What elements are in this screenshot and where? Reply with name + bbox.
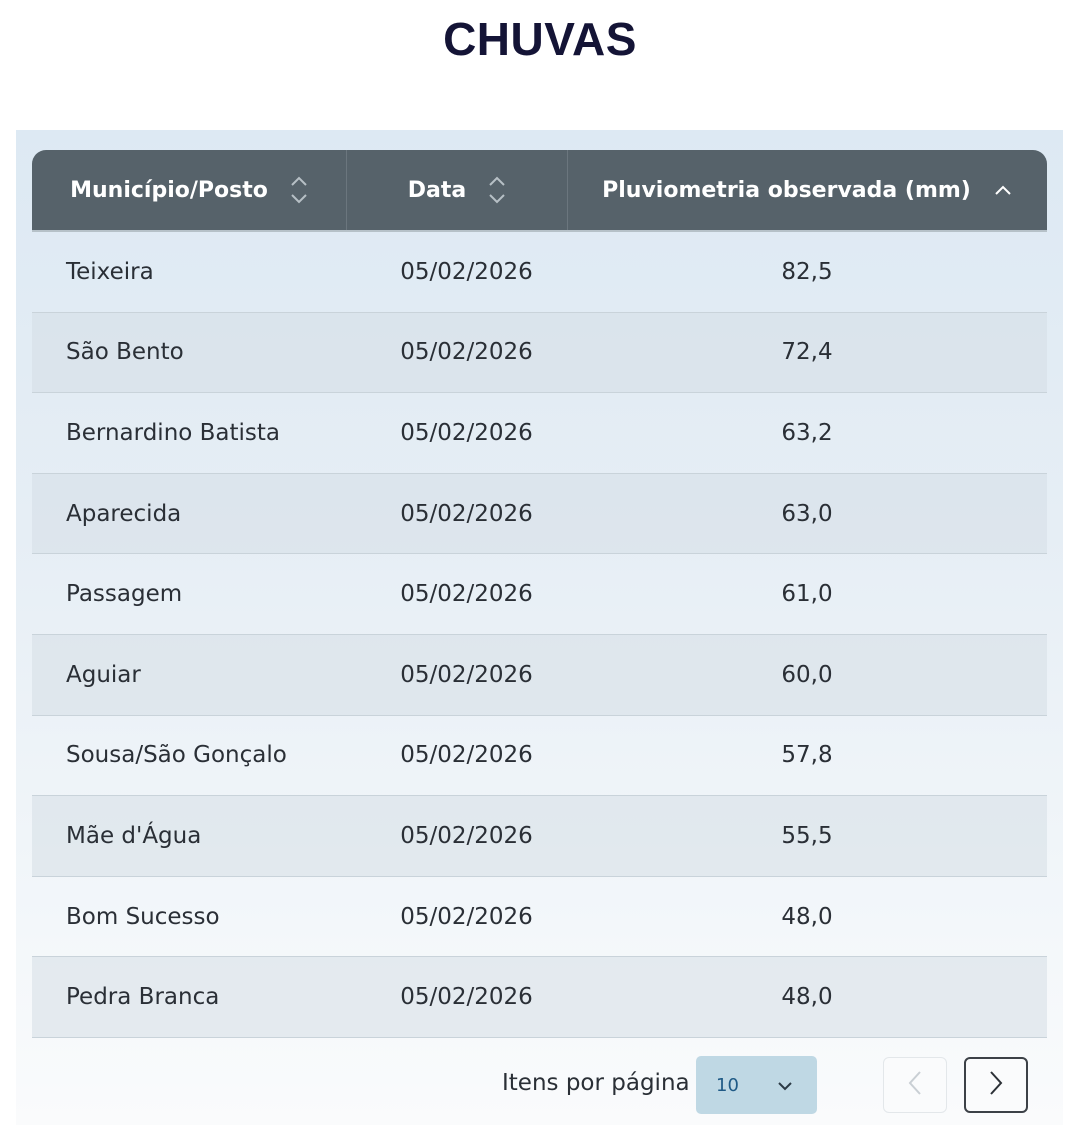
table-header bbox=[32, 150, 1047, 232]
column-header-label: Data bbox=[407, 177, 467, 203]
column-header-pluviometria[interactable] bbox=[567, 150, 1047, 230]
table-row bbox=[32, 232, 1047, 313]
cell-data: 05/02/2026 bbox=[400, 258, 533, 285]
next-page-button[interactable] bbox=[964, 1057, 1028, 1113]
items-per-page-select[interactable] bbox=[696, 1056, 817, 1114]
cell-pluviometria: 55,5 bbox=[781, 822, 833, 849]
cell-data: 05/02/2026 bbox=[400, 500, 533, 527]
table-row bbox=[32, 554, 1047, 635]
cell-pluviometria: 57,8 bbox=[781, 742, 833, 769]
cell-pluviometria: 72,4 bbox=[781, 339, 833, 366]
cell-municipio: Sousa/São Gonçalo bbox=[66, 742, 287, 769]
chevron-right-icon bbox=[988, 1070, 1004, 1100]
cell-data: 05/02/2026 bbox=[400, 661, 533, 688]
cell-municipio: Aguiar bbox=[66, 661, 141, 688]
sort-unsorted-icon[interactable] bbox=[488, 176, 506, 204]
cell-pluviometria: 61,0 bbox=[781, 581, 833, 608]
cell-municipio: Bernardino Batista bbox=[66, 419, 281, 446]
pagination-bar bbox=[16, 1056, 1063, 1116]
sort-unsorted-icon[interactable] bbox=[290, 176, 308, 204]
cell-data: 05/02/2026 bbox=[400, 742, 533, 769]
cell-municipio: Mãe d'Água bbox=[66, 822, 202, 849]
chevron-left-icon bbox=[907, 1070, 923, 1100]
table-row bbox=[32, 474, 1047, 555]
cell-pluviometria: 63,2 bbox=[781, 419, 833, 446]
cell-data: 05/02/2026 bbox=[400, 339, 533, 366]
column-header-label: Município/Posto bbox=[70, 177, 268, 203]
cell-pluviometria: 48,0 bbox=[781, 984, 833, 1011]
cell-data: 05/02/2026 bbox=[400, 984, 533, 1011]
cell-pluviometria: 63,0 bbox=[781, 500, 833, 527]
column-header-label: Pluviometria observada (mm) bbox=[602, 177, 971, 203]
page-title: CHUVAS bbox=[443, 13, 637, 65]
rainfall-table bbox=[32, 150, 1047, 1038]
cell-municipio: Pedra Branca bbox=[66, 984, 220, 1011]
cell-pluviometria: 60,0 bbox=[781, 661, 833, 688]
cell-data: 05/02/2026 bbox=[400, 419, 533, 446]
table-row bbox=[32, 877, 1047, 958]
cell-municipio: Bom Sucesso bbox=[66, 903, 220, 930]
table-row bbox=[32, 635, 1047, 716]
column-header-data[interactable] bbox=[346, 150, 567, 230]
column-header-municipio[interactable] bbox=[32, 150, 346, 230]
rainfall-panel bbox=[16, 130, 1063, 1125]
table-row bbox=[32, 957, 1047, 1038]
table-row bbox=[32, 796, 1047, 877]
table-row bbox=[32, 313, 1047, 394]
cell-data: 05/02/2026 bbox=[400, 581, 533, 608]
cell-data: 05/02/2026 bbox=[400, 903, 533, 930]
cell-municipio: Aparecida bbox=[66, 500, 182, 527]
items-per-page-label: Itens por página bbox=[502, 1070, 690, 1096]
items-per-page-value: 10 bbox=[716, 1074, 739, 1096]
cell-pluviometria: 48,0 bbox=[781, 903, 833, 930]
table-row bbox=[32, 393, 1047, 474]
cell-municipio: Teixeira bbox=[66, 258, 154, 285]
sort-chevron-up-icon[interactable] bbox=[993, 183, 1013, 197]
previous-page-button[interactable] bbox=[883, 1057, 947, 1113]
cell-pluviometria: 82,5 bbox=[781, 258, 833, 285]
cell-municipio: Passagem bbox=[66, 581, 183, 608]
cell-municipio: São Bento bbox=[66, 339, 184, 366]
table-row bbox=[32, 716, 1047, 797]
cell-data: 05/02/2026 bbox=[400, 822, 533, 849]
chevron-down-icon bbox=[777, 1076, 793, 1097]
